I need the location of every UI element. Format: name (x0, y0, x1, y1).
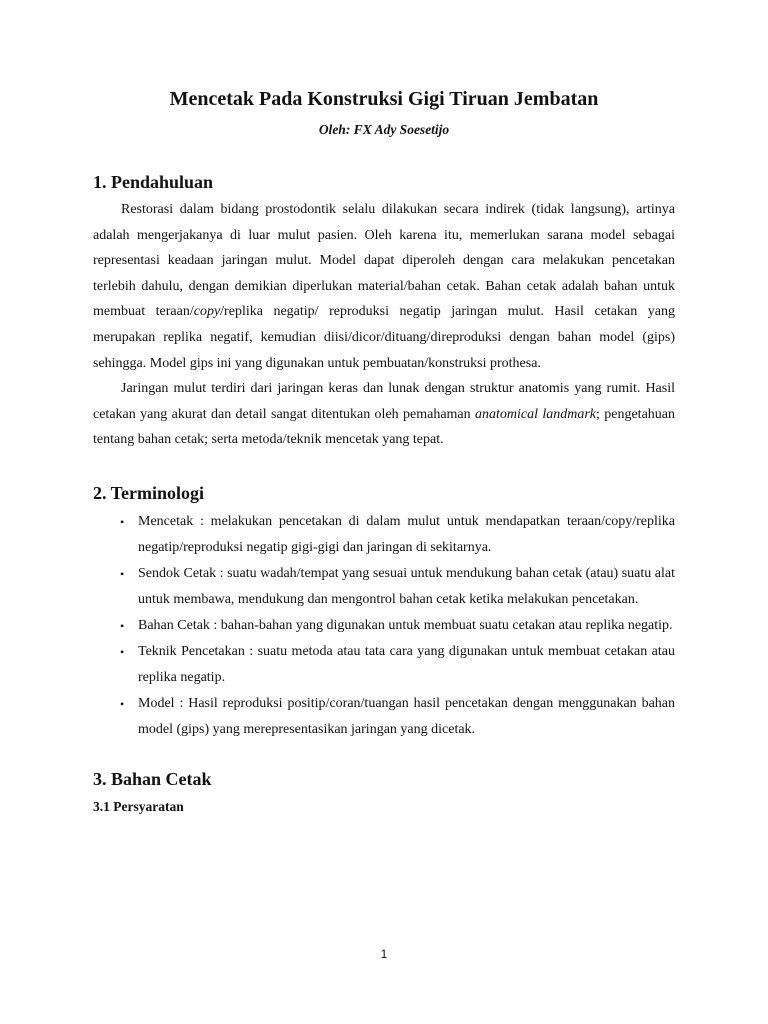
document-title: Mencetak Pada Konstruksi Gigi Tiruan Jembatan (169, 88, 599, 110)
bullet-icon: • (120, 618, 125, 633)
list-item (120, 613, 675, 639)
list-item-text: Teknik Pencetakan : suatu metoda atau tata cara yang digunakan untuk membuat cetakan atau replika negatip. (138, 643, 675, 685)
list-item-text: Model : Hasil reproduksi positip/coran/tuangan hasil pencetakan dengan menggunakan bahan model (gips) yang merepresentasikan jaringan yang dicetak. (138, 695, 675, 737)
list-item (120, 639, 675, 691)
list-item-text: Bahan Cetak : bahan-bahan yang digunakan untuk membuat suatu cetakan atau replika negatip. (138, 617, 673, 633)
italic-term-copy: copy (193, 304, 221, 320)
bullet-icon: • (120, 566, 125, 581)
page-number: 1 (380, 947, 388, 961)
text-run: Restorasi dalam bidang prostodontik selalu dilakukan secara indirek (tidak langsung), artinya adalah mengerjakanya di luar mulut pasien. Oleh karena itu, memerlukan sarana model sebagai representasi keadaan jaringan mulut. Model dapat diperoleh dengan cara melakukan pencetakan terlebih dahulu, dengan demikian diperlukan material/bahan cetak. Bahan cetak adalah bahan untuk membuat teraan/ (93, 202, 675, 320)
text-run: /replika negatip/ reproduksi negatip jaringan mulut. Hasil cetakan yang merupakan replika negatif, kemudian diisi/dicor/dituang/direproduksi dengan bahan model (gips) sehingga. Model gips ini yang digunakan untuk pembuatan/konstruksi prothesa. (93, 304, 675, 371)
document-author: Oleh: FX Ady Soesetijo (318, 122, 450, 137)
terminology-list (93, 509, 675, 743)
text-run: Jaringan mulut terdiri dari jaringan keras dan lunak dengan struktur anatomis yang rumit. Hasil cetakan yang akurat dan detail sangat ditentukan oleh pemahaman (93, 381, 675, 422)
list-item (120, 691, 675, 743)
document-page (93, 86, 675, 817)
text-run: ; pengetahuan tentang bahan cetak; serta metoda/teknik mencetak yang tepat. (93, 406, 675, 448)
list-item-text: Sendok Cetak : suatu wadah/tempat yang sesuai untuk mendukung bahan cetak (atau) suatu alat untuk membawa, mendukung dan mengontrol bahan cetak ketika melakukan pencetakan. (138, 565, 675, 607)
section-heading-bahan-cetak: 3. Bahan Cetak (93, 768, 212, 789)
section-heading-terminologi: 2. Terminologi (93, 482, 205, 503)
bullet-icon: • (120, 644, 125, 659)
list-item (120, 561, 675, 613)
bullet-icon: • (120, 696, 125, 711)
italic-term-anatomical-landmark: anatomical landmark (475, 406, 597, 422)
section-heading-pendahuluan: 1. Pendahuluan (93, 172, 214, 192)
list-item (120, 509, 675, 561)
list-item-text: Mencetak : melakukan pencetakan di dalam mulut untuk mendapatkan teraan/copy/replika negatip/reproduksi negatip gigi-gigi dan jaringan di sekitarnya. (138, 513, 675, 555)
paragraph-pendahuluan-1 (93, 197, 675, 376)
bullet-icon: • (120, 514, 125, 529)
paragraph-pendahuluan-2 (93, 376, 675, 453)
subsection-heading-persyaratan: 3.1 Persyaratan (93, 798, 184, 814)
